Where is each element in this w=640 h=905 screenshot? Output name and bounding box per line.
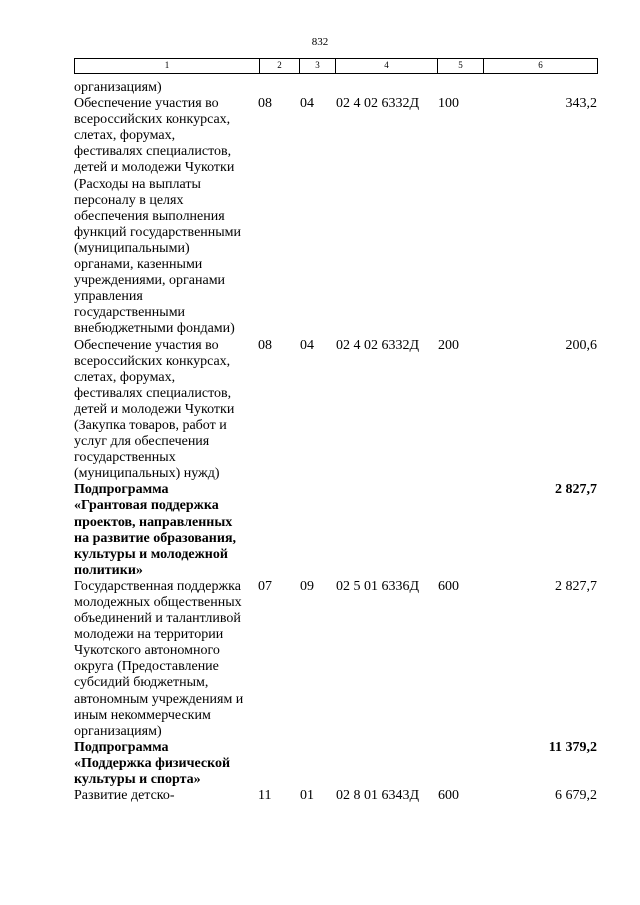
row-subsection: 01 <box>300 788 314 804</box>
row-subsection: 09 <box>300 578 314 594</box>
table-row <box>74 80 597 96</box>
row-expense-type: 200 <box>438 337 459 353</box>
row-amount: 6 679,2 <box>555 788 597 804</box>
column-header-5: 5 <box>438 59 484 74</box>
row-expense-type: 600 <box>438 578 459 594</box>
column-header-4: 4 <box>336 59 438 74</box>
row-section: 07 <box>258 578 272 594</box>
column-header-table <box>74 58 598 74</box>
row-target-code: 02 8 01 6343Д <box>336 788 420 804</box>
page-number: 832 <box>311 36 329 48</box>
row-amount: 343,2 <box>565 96 597 112</box>
column-header-1: 1 <box>75 59 260 74</box>
row-name: Подпрограмма «Поддержка физической культуры и спорта» <box>74 739 231 788</box>
row-subsection: 04 <box>300 96 314 112</box>
row-target-code: 02 4 02 6332Д <box>336 337 420 353</box>
column-header-3: 3 <box>300 59 336 74</box>
column-header-6: 6 <box>484 59 598 74</box>
table-row-subprogram <box>74 482 597 579</box>
row-expense-type: 100 <box>438 96 459 112</box>
row-section: 08 <box>258 337 272 353</box>
row-name: организациям) <box>74 80 162 95</box>
row-section: 08 <box>258 96 272 112</box>
row-section: 11 <box>258 788 272 804</box>
row-expense-type: 600 <box>438 788 459 804</box>
table-row <box>74 579 597 740</box>
table-row <box>74 96 597 337</box>
row-name: Государственная поддержка молодежных общественных объединений и талантливой молодежи на территории Чукотского автономного округа (Предоставление субсидий бюджетным, автономным учреждениям и иным некоммерческим организациям) <box>74 578 244 739</box>
row-name: Обеспечение участия во всероссийских конкурсах, слетах, форумах, фестивалях специалистов, детей и молодежи Чукотки (Расходы на выплаты персоналу в целях обеспечения выполнения функций государственными (муниципальными) органами, казенными учреждениями, органами управления государственными внебюджетными фондами) <box>74 96 242 337</box>
row-target-code: 02 4 02 6332Д <box>336 96 420 112</box>
column-header-row <box>75 59 598 74</box>
budget-rows <box>74 80 597 804</box>
row-name: Развитие детско- <box>74 788 175 804</box>
column-header-2: 2 <box>260 59 300 74</box>
row-name: Обеспечение участия во всероссийских конкурсах, слетах, форумах, фестивалях специалистов, детей и молодежи Чукотки (Закупка товаров, работ и услуг для обеспечения государственных (муниципальных) нужд) <box>74 337 235 482</box>
table-row <box>74 338 597 483</box>
row-amount: 200,6 <box>565 337 597 353</box>
row-name: Подпрограмма «Грантовая поддержка проектов, направленных на развитие образования, культуры и молодежной политики» <box>74 482 237 578</box>
table-row <box>74 788 597 804</box>
table-row-subprogram <box>74 740 597 788</box>
row-amount: 2 827,7 <box>555 482 597 498</box>
row-amount: 2 827,7 <box>555 578 597 594</box>
row-amount: 11 379,2 <box>548 739 597 755</box>
row-subsection: 04 <box>300 337 314 353</box>
row-target-code: 02 5 01 6336Д <box>336 578 420 594</box>
